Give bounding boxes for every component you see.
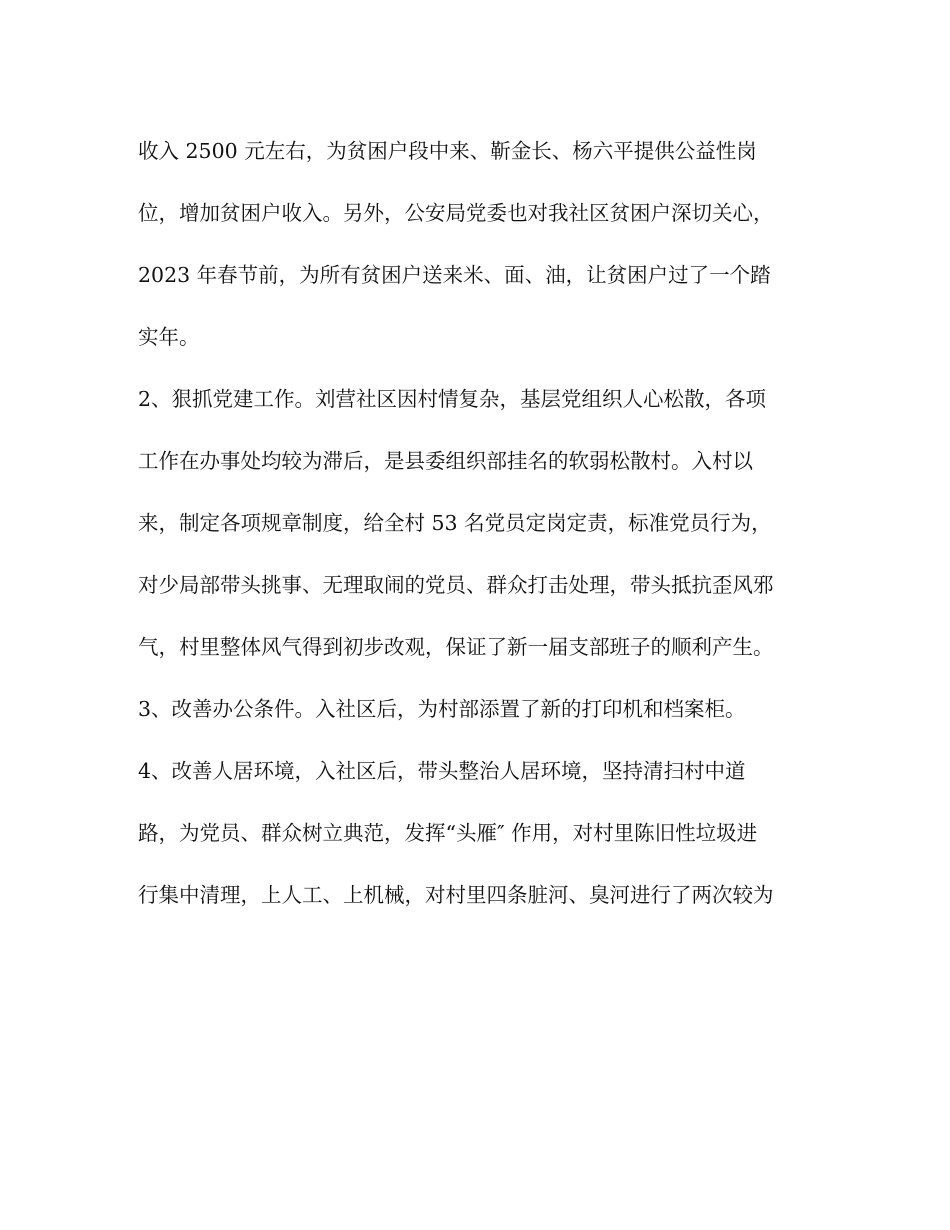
text-line: 路，为党员、群众树立典范，发挥“头雁″ 作用，对村里陈旧性垃圾进 [138,821,758,845]
text-line: 工作在办事处均较为滞后，是县委组织部挂名的软弱松散村。入村以 [138,449,753,473]
text-line: 2023 年春节前，为所有贫困户送来米、面、油，让贫困户过了一个踏 [138,263,771,287]
text-line: 对少局部带头挑事、无理取闹的党员、群众打击处理，带头抵抗歪风邪 [138,573,774,597]
text-line: 3、改善办公条件。入社区后，为村部添置了新的打印机和档案柜。 [138,697,746,721]
text-line: 气，村里整体风气得到初步改观，保证了新一届支部班子的顺利产生。 [138,635,774,659]
text-line: 行集中清理，上人工、上机械，对村里四条脏河、臭河进行了两次较为 [138,883,774,907]
text-line: 实年。 [138,325,200,349]
text-line: 收入 2500 元左右，为贫困户段中来、靳金长、杨六平提供公益性岗 [138,139,757,163]
text-line: 4、改善人居环境，入社区后，带头整治人居环境，坚持清扫村中道 [138,759,746,783]
text-line: 来，制定各项规章制度，给全村 53 名党员定岗定责，标准党员行为， [138,511,772,535]
text-line: 位，增加贫困户收入。另外，公安局党委也对我社区贫困户深切关心， [138,201,774,225]
text-line: 2、狠抓党建工作。刘营社区因村情复杂，基层党组织人心松散，各项 [138,387,767,411]
document-body [138,141,828,947]
